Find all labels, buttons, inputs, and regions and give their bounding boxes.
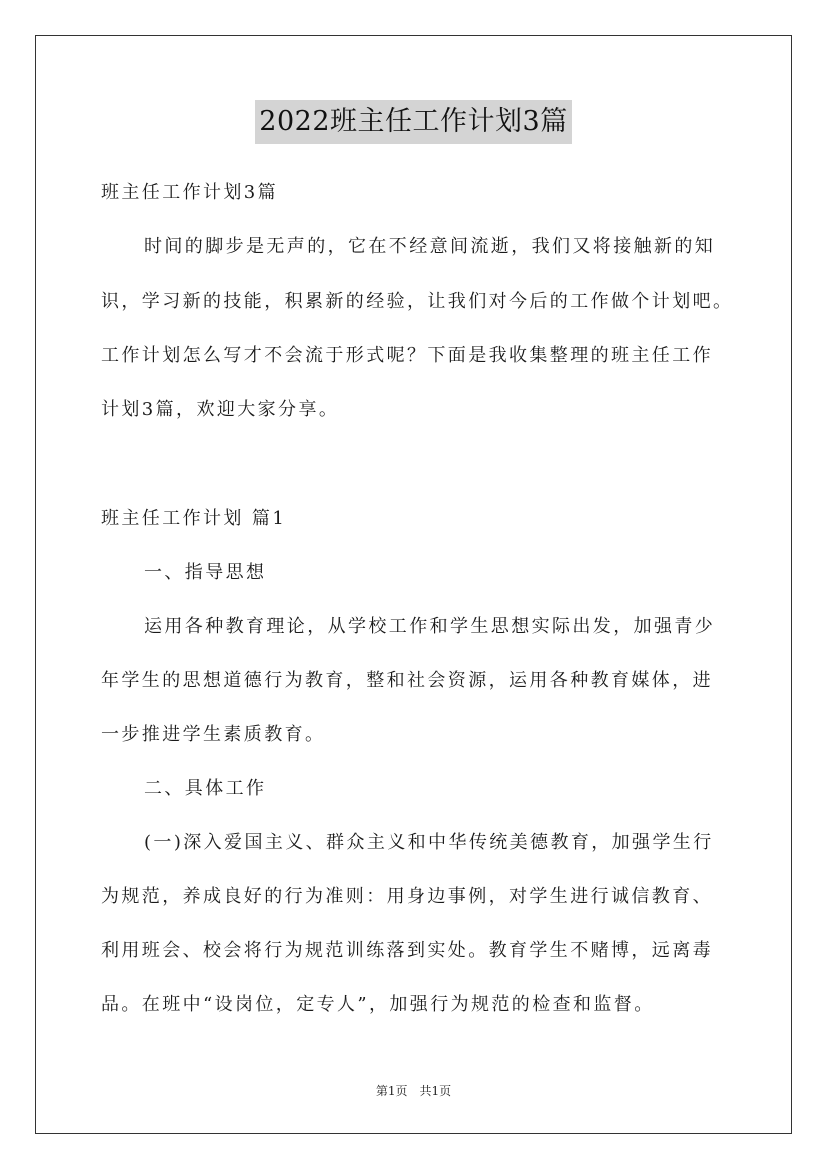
paragraph-line: 运用各种教育理论，从学校工作和学生思想实际出发，加强青少 bbox=[144, 616, 716, 637]
paragraph-line: 年学生的思想道德行为教育，整和社会资源，运用各种教育媒体，进 bbox=[101, 670, 713, 691]
paragraph-line: 工作计划怎么写才不会流于形式呢？下面是我收集整理的班主任工作 bbox=[101, 345, 713, 366]
paragraph-line: 计划3篇，欢迎大家分享。 bbox=[101, 399, 340, 420]
page-number-footer: 第1页 共1页 bbox=[375, 1084, 452, 1098]
paragraph-line: 利用班会、校会将行为规范训练落到实处。教育学生不赌博，远离毒 bbox=[101, 940, 713, 961]
document-title: 2022班主任工作计划3篇 bbox=[255, 100, 571, 144]
title-container bbox=[0, 100, 827, 144]
subheading-guiding-thought: 一、指导思想 bbox=[144, 562, 267, 583]
paragraph-line: 时间的脚步是无声的，它在不经意间流逝，我们又将接触新的知 bbox=[144, 236, 716, 257]
paragraph-line: 一步推进学生素质教育。 bbox=[101, 724, 326, 745]
section-heading-part1: 班主任工作计划 篇1 bbox=[101, 508, 287, 529]
paragraph-line: (一)深入爱国主义、群众主义和中华传统美德教育，加强学生行 bbox=[144, 832, 714, 853]
paragraph-line: 品。在班中“设岗位，定专人”，加强行为规范的检查和监督。 bbox=[101, 994, 655, 1015]
paragraph-line: 为规范，养成良好的行为准则：用身边事例，对学生进行诚信教育、 bbox=[101, 886, 713, 907]
subheading-specific-work: 二、具体工作 bbox=[144, 778, 267, 799]
section-heading-main: 班主任工作计划3篇 bbox=[101, 182, 279, 203]
paragraph-line: 识，学习新的技能，积累新的经验，让我们对今后的工作做个计划吧。 bbox=[101, 291, 734, 312]
